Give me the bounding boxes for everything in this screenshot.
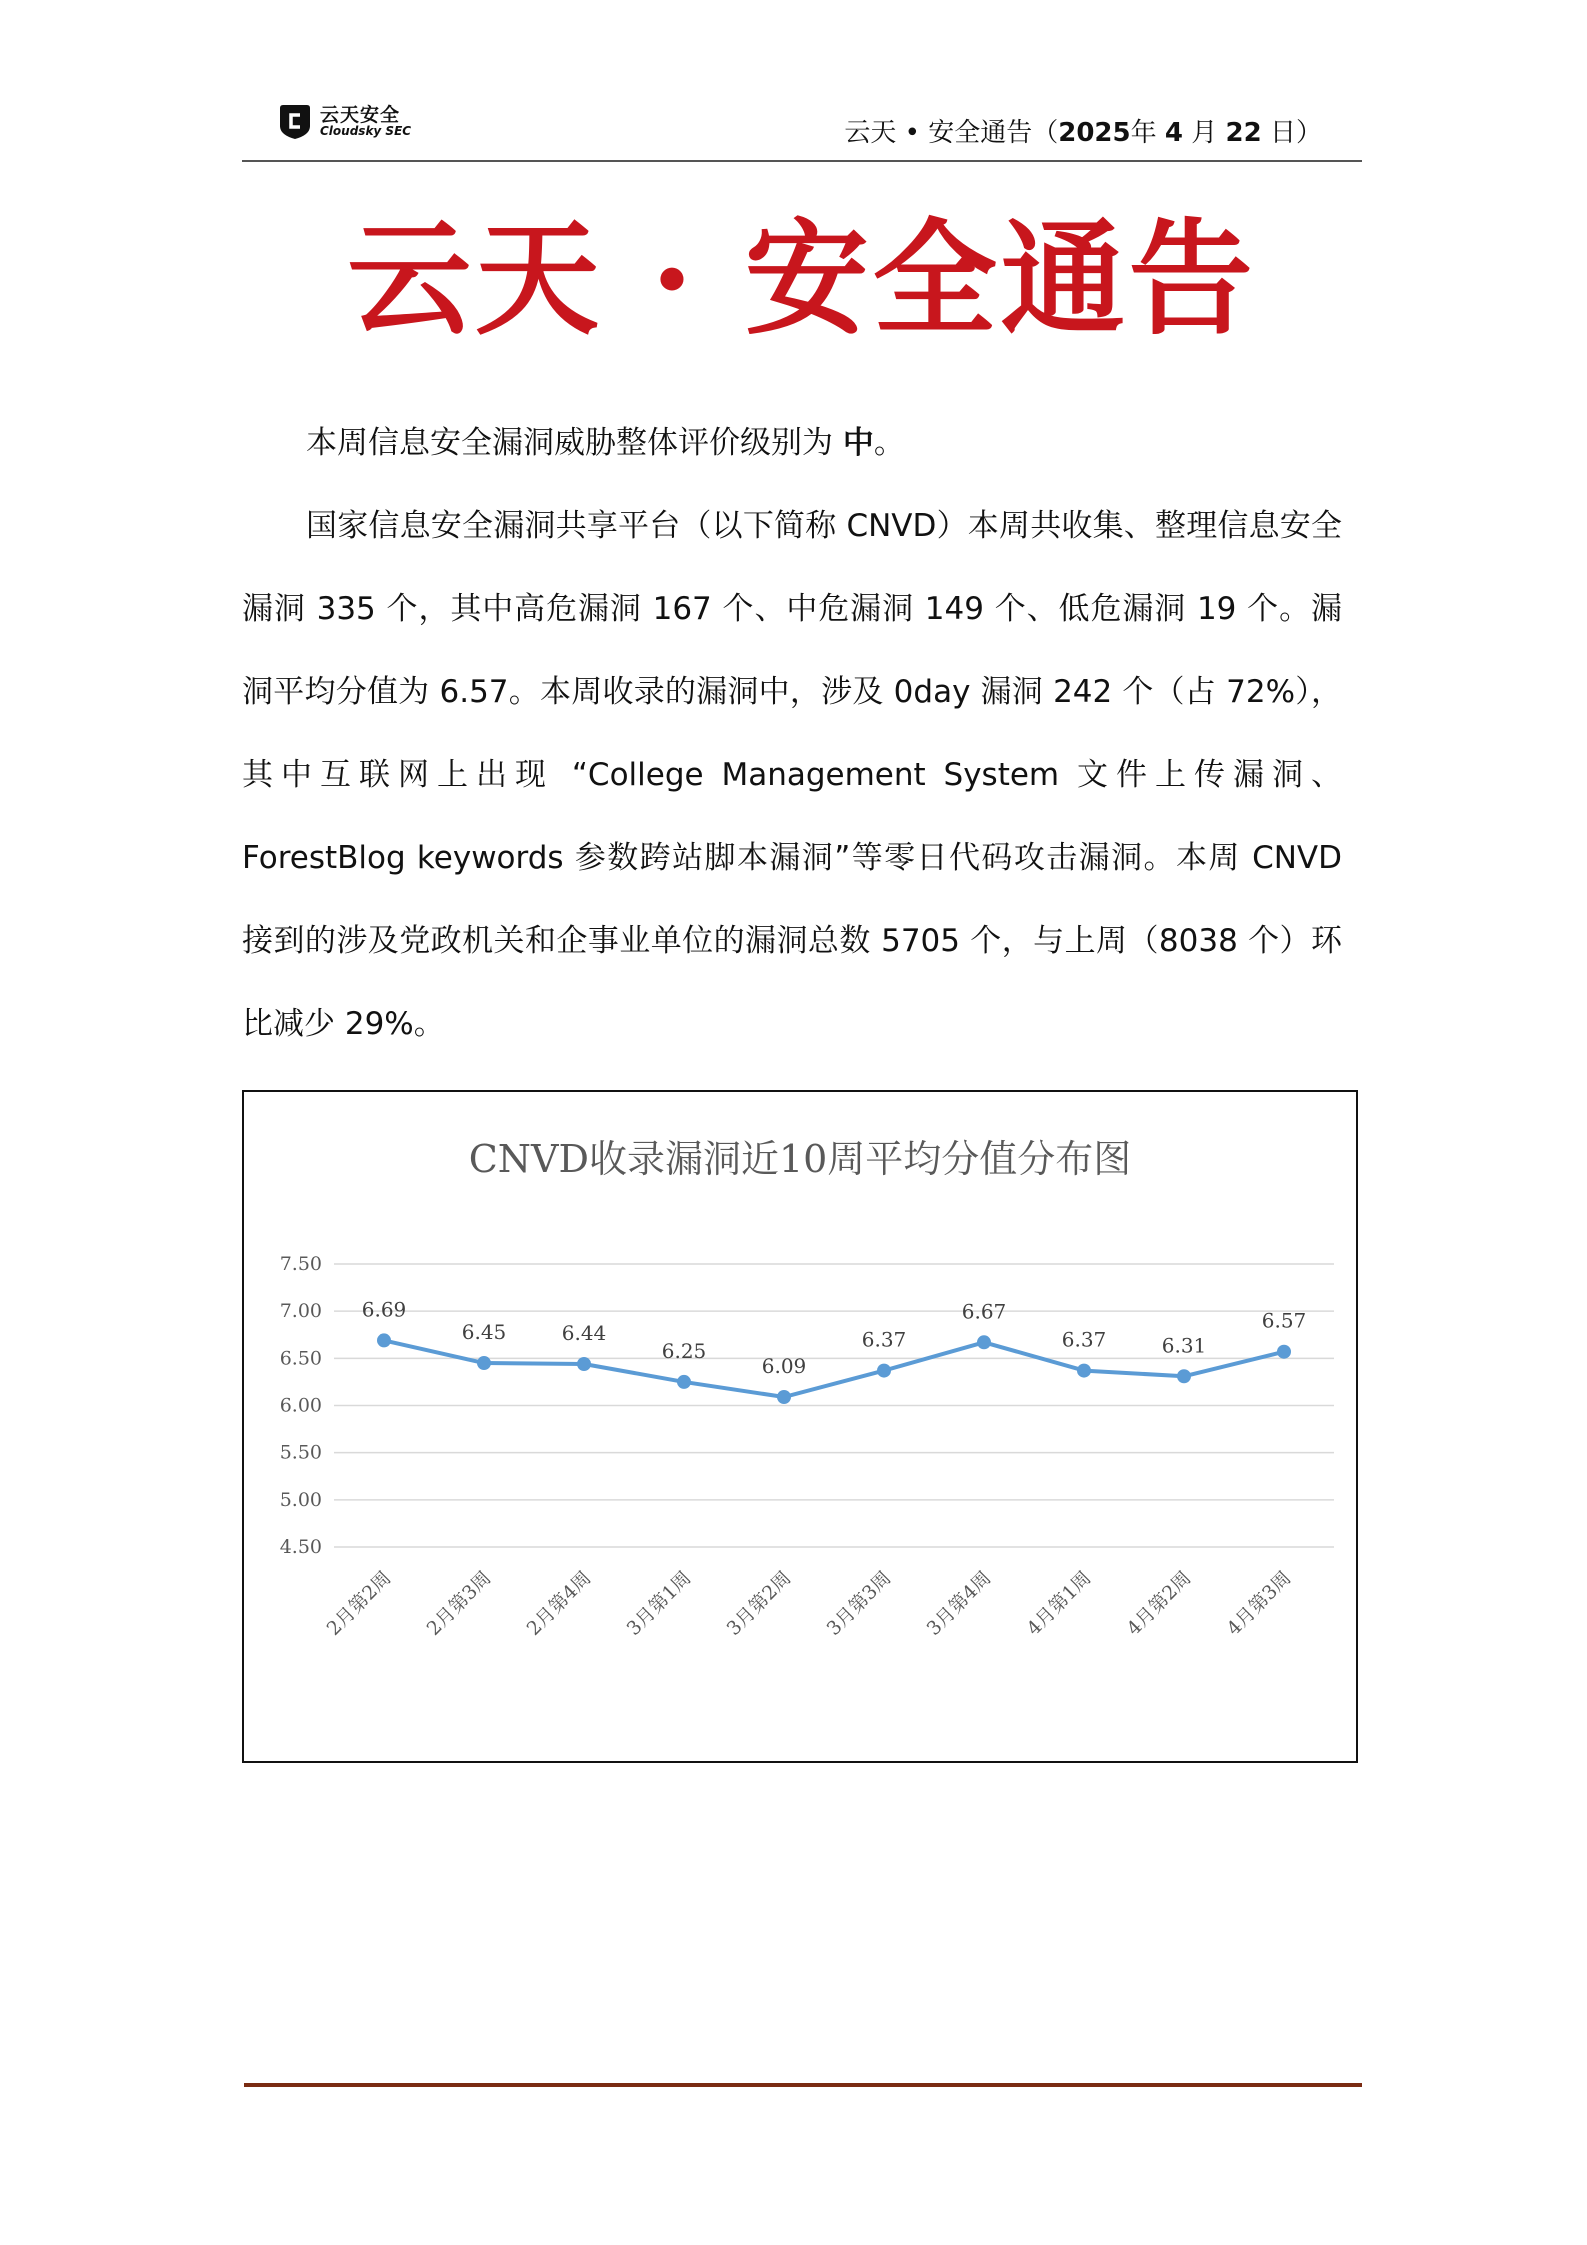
y-tick-label: 7.50	[279, 1253, 322, 1275]
x-tick-label: 3月第4周	[922, 1566, 996, 1640]
line-chart	[244, 1092, 1356, 1761]
footer-divider	[244, 2083, 1362, 2087]
data-label: 6.37	[1061, 1327, 1107, 1352]
header-divider	[242, 160, 1362, 162]
data-point	[1277, 1345, 1291, 1359]
bulletin-body	[242, 402, 1342, 1066]
data-label: 6.25	[661, 1338, 707, 1363]
x-tick-label: 2月第4周	[522, 1566, 596, 1640]
data-point	[777, 1390, 791, 1404]
data-point	[1077, 1364, 1091, 1378]
y-tick-label: 6.50	[279, 1347, 322, 1370]
y-tick-label: 5.50	[279, 1441, 322, 1464]
x-tick-label: 3月第2周	[722, 1566, 796, 1640]
data-label: 6.37	[861, 1327, 907, 1352]
company-logo	[278, 98, 478, 144]
page-header	[242, 96, 1362, 162]
data-label: 6.45	[461, 1320, 507, 1345]
data-label: 6.31	[1161, 1333, 1207, 1358]
x-tick-label: 2月第3周	[422, 1566, 496, 1640]
y-tick-label: 6.00	[279, 1394, 322, 1417]
data-label: 6.69	[361, 1297, 407, 1322]
data-point	[977, 1335, 991, 1349]
data-point	[377, 1333, 391, 1347]
y-tick-label: 7.00	[279, 1300, 322, 1323]
data-point	[877, 1364, 891, 1378]
shield-c-icon	[278, 102, 312, 140]
data-label: 6.57	[1261, 1308, 1307, 1333]
chart-title: CNVD收录漏洞近10周平均分值分布图	[468, 1137, 1132, 1181]
data-point	[677, 1375, 691, 1389]
data-label: 6.09	[761, 1354, 807, 1379]
logo-text-cn: 云天安全	[320, 104, 401, 126]
threat-level-value: 中	[842, 425, 874, 461]
data-point	[1177, 1369, 1191, 1383]
y-tick-label: 4.50	[279, 1536, 322, 1558]
summary-paragraph: 国家信息安全漏洞共享平台（以下简称 CNVD）本周共收集、整理信息安全漏洞 335 个，其中高危漏洞 167 个、中危漏洞 149 个、低危漏洞 19 个。漏洞平均分值为 6.57。本周收录的漏洞中，涉及 0day 漏洞 242 个（占 72%），其中互联网上出现 “College Management System 文件上传漏洞、ForestBlog keywords 参数跨站脚本漏洞”等零日代码攻击漏洞。本周 CNVD 接到的涉及党政机关和企事业单位的漏洞总数 5705 个，与上周（8038 个）环比减少 29%。	[242, 508, 1342, 1042]
x-tick-label: 4月第3周	[1222, 1566, 1296, 1640]
data-point	[477, 1356, 491, 1370]
x-tick-label: 3月第1周	[622, 1566, 696, 1640]
header-title: 云天 • 安全通告（2025年 4 月 22 日）	[844, 118, 1322, 148]
score-chart	[242, 1090, 1358, 1763]
x-tick-label: 2月第2周	[322, 1566, 396, 1640]
threat-level-paragraph: 本周信息安全漏洞威胁整体评价级别为 中。	[306, 425, 905, 461]
data-label: 6.44	[561, 1320, 607, 1345]
page-title: 云天 · 安全通告	[347, 207, 1257, 352]
data-point	[577, 1357, 591, 1371]
logo-text-en: Cloudsky SEC	[320, 124, 412, 138]
data-label: 6.67	[961, 1299, 1007, 1324]
x-tick-label: 4月第2周	[1122, 1566, 1196, 1640]
x-tick-label: 3月第3周	[822, 1566, 896, 1640]
y-tick-label: 5.00	[279, 1488, 322, 1511]
x-tick-label: 4月第1周	[1022, 1566, 1096, 1640]
series-line	[384, 1340, 1284, 1397]
